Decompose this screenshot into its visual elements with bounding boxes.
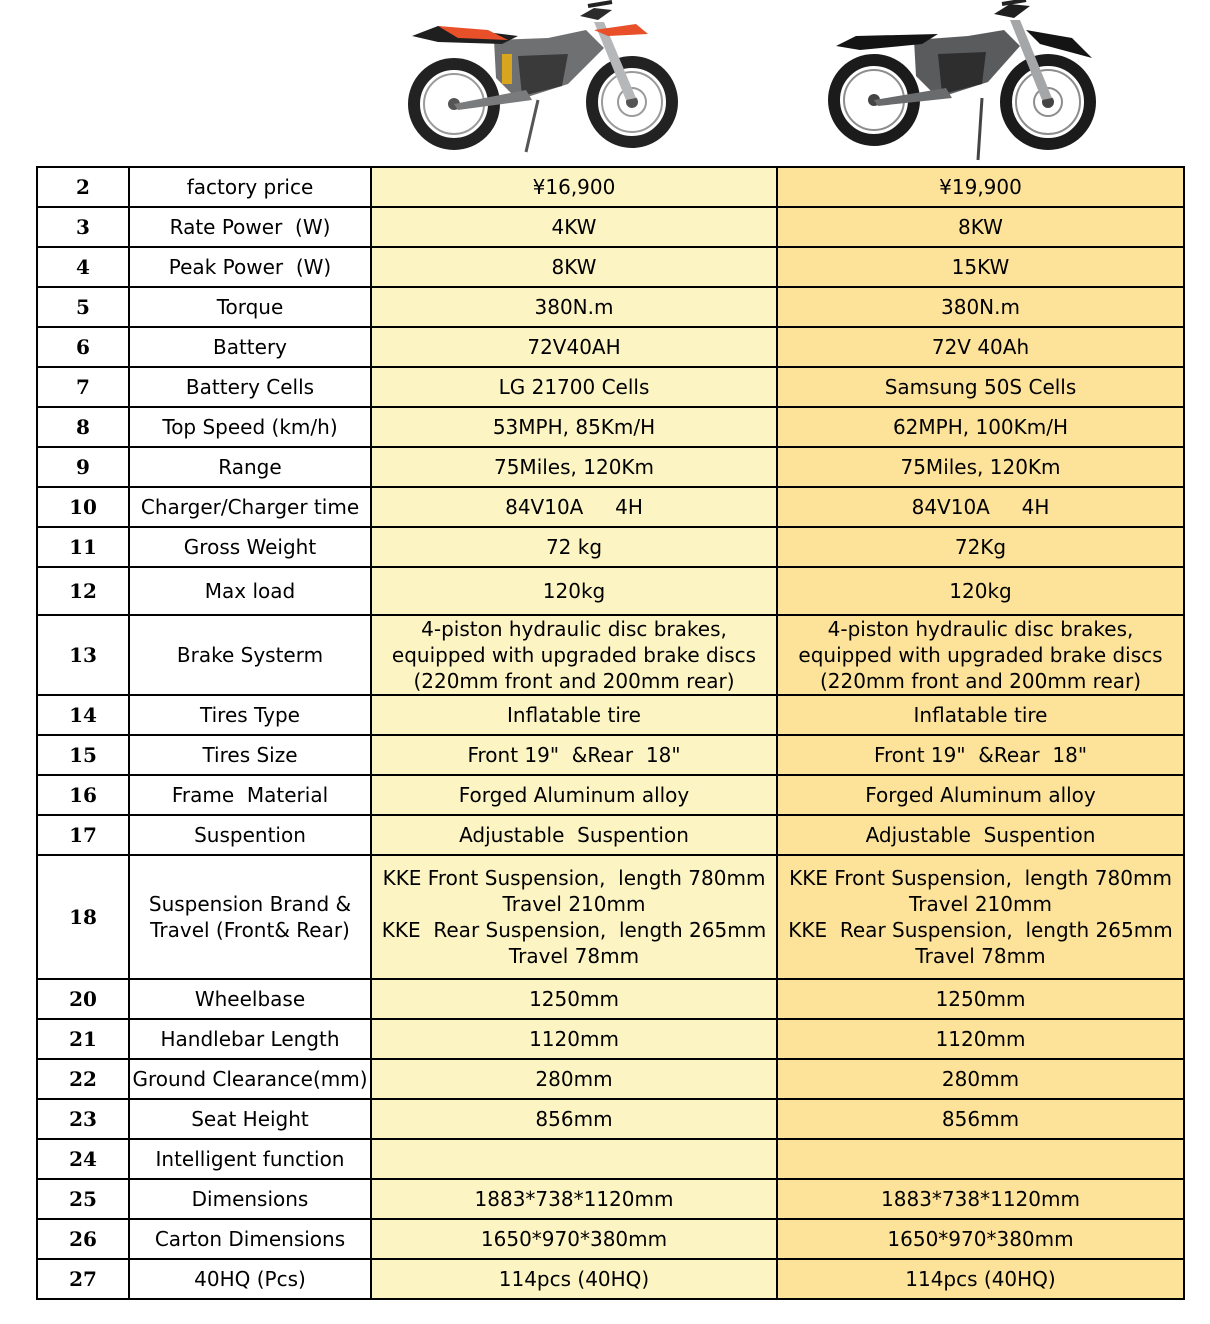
cell-text: 280mm xyxy=(535,1067,613,1091)
cell-text: 1650*970*380mm xyxy=(480,1227,668,1251)
cell-text: Torque xyxy=(216,295,284,319)
row-number xyxy=(37,287,129,327)
spec-row xyxy=(37,207,1184,247)
spec-row xyxy=(37,1179,1184,1219)
cell-text: 1250mm xyxy=(529,987,619,1011)
cell-text: 4KW xyxy=(551,215,597,239)
model-b-value xyxy=(777,1259,1184,1299)
cell-text: Rate Power (W) xyxy=(169,215,331,239)
cell-text: 72V40AH xyxy=(527,335,621,359)
row-number xyxy=(37,327,129,367)
cell-text: 120kg xyxy=(949,579,1012,603)
model-b-value xyxy=(777,287,1184,327)
cell-line: Suspension Brand & xyxy=(148,892,352,916)
cell-line: Travel 78mm xyxy=(508,944,640,968)
cell-text: 13 xyxy=(69,643,97,667)
spec-label xyxy=(129,287,371,327)
spec-label xyxy=(129,567,371,615)
model-a-value xyxy=(371,567,777,615)
spec-row xyxy=(37,695,1184,735)
cell-text: Suspention xyxy=(194,823,306,847)
row-number xyxy=(37,979,129,1019)
spec-label xyxy=(129,815,371,855)
spec-row xyxy=(37,407,1184,447)
spec-label xyxy=(129,1099,371,1139)
cell-text: Adjustable Suspention xyxy=(459,823,689,847)
model-a-value xyxy=(371,735,777,775)
cell-text: ¥19,900 xyxy=(939,175,1022,199)
cell-line: KKE Rear Suspension, length 265mm xyxy=(381,918,767,942)
model-b-value xyxy=(777,855,1184,979)
cell-text: factory price xyxy=(186,175,314,199)
spec-label xyxy=(129,247,371,287)
model-a-value xyxy=(371,1259,777,1299)
cell-text: 22 xyxy=(69,1067,97,1091)
model-a-value xyxy=(371,247,777,287)
cell-text: 14 xyxy=(69,703,97,727)
cell-line: KKE Front Suspension, length 780mm xyxy=(382,866,766,890)
model-a-value xyxy=(371,815,777,855)
spec-row xyxy=(37,1019,1184,1059)
row-number xyxy=(37,1099,129,1139)
spec-row xyxy=(37,775,1184,815)
spec-label xyxy=(129,527,371,567)
cell-text: 27 xyxy=(69,1267,97,1291)
spec-row xyxy=(37,287,1184,327)
cell-text: Max load xyxy=(204,579,296,603)
spec-row xyxy=(37,855,1184,979)
row-number xyxy=(37,527,129,567)
spec-label xyxy=(129,407,371,447)
spec-label xyxy=(129,615,371,695)
model-b-value xyxy=(777,1219,1184,1259)
cell-text: Ground Clearance(mm) xyxy=(132,1067,368,1091)
cell-text: 10 xyxy=(69,495,97,519)
model-b-value xyxy=(777,735,1184,775)
row-number xyxy=(37,1059,129,1099)
row-number xyxy=(37,1139,129,1179)
spec-label xyxy=(129,487,371,527)
spec-row xyxy=(37,1219,1184,1259)
model-b-value xyxy=(777,567,1184,615)
row-number xyxy=(37,207,129,247)
cell-line: Travel 210mm xyxy=(909,892,1052,916)
spec-table xyxy=(36,166,1185,1300)
cell-text: Dimensions xyxy=(191,1187,309,1211)
row-number xyxy=(37,247,129,287)
spec-label xyxy=(129,447,371,487)
cell-text: Forged Aluminum alloy xyxy=(458,783,690,807)
model-b-value xyxy=(777,167,1184,207)
cell-line: equipped with upgraded brake discs xyxy=(391,643,757,667)
cell-text: 1883*738*1120mm xyxy=(474,1187,674,1211)
spec-row xyxy=(37,247,1184,287)
model-b-value xyxy=(777,1019,1184,1059)
cell-text: Battery xyxy=(212,335,288,359)
cell-text: 120kg xyxy=(542,579,606,603)
model-b-value xyxy=(777,1179,1184,1219)
cell-line: KKE Front Suspension, length 780mm xyxy=(789,866,1172,890)
cell-text: Brake Systerm xyxy=(176,643,324,667)
cell-text: 3 xyxy=(76,215,90,239)
spec-row xyxy=(37,527,1184,567)
row-number xyxy=(37,615,129,695)
row-number xyxy=(37,775,129,815)
model-a-value xyxy=(371,979,777,1019)
model-b-value xyxy=(777,979,1184,1019)
cell-text: Samsung 50S Cells xyxy=(884,375,1077,399)
spec-label xyxy=(129,327,371,367)
cell-text: Battery Cells xyxy=(185,375,315,399)
cell-text: 24 xyxy=(69,1147,97,1171)
spec-label xyxy=(129,735,371,775)
cell-text: 8KW xyxy=(551,255,597,279)
model-b-value xyxy=(777,367,1184,407)
cell-line: 4-piston hydraulic disc brakes, xyxy=(827,617,1134,641)
model-a-value xyxy=(371,167,777,207)
cell-text: 15 xyxy=(69,743,97,767)
cell-text: 5 xyxy=(76,295,90,319)
cell-line: Travel 210mm xyxy=(502,892,646,916)
model-b-value xyxy=(777,615,1184,695)
cell-text: 114pcs (40HQ) xyxy=(498,1267,650,1291)
cell-text: 17 xyxy=(69,823,97,847)
model-a-value xyxy=(371,447,777,487)
cell-text: 1120mm xyxy=(529,1027,619,1051)
spec-label xyxy=(129,167,371,207)
cell-line: Travel 78mm xyxy=(915,944,1046,968)
cell-text: 53MPH, 85Km/H xyxy=(492,415,656,439)
spec-label xyxy=(129,979,371,1019)
spec-label xyxy=(129,1139,371,1179)
spec-row xyxy=(37,567,1184,615)
row-number xyxy=(37,1179,129,1219)
cell-text: 72 kg xyxy=(545,535,603,559)
cell-line: (220mm front and 200mm rear) xyxy=(413,669,735,693)
model-a-value xyxy=(371,527,777,567)
cell-text: 8 xyxy=(76,415,90,439)
spec-row xyxy=(37,447,1184,487)
spec-label xyxy=(129,775,371,815)
cell-text: 15KW xyxy=(951,255,1010,279)
spec-row xyxy=(37,979,1184,1019)
row-number xyxy=(37,1259,129,1299)
spec-label xyxy=(129,207,371,247)
row-number xyxy=(37,167,129,207)
cell-text: 7 xyxy=(76,375,90,399)
row-number xyxy=(37,567,129,615)
cell-text: 75Miles, 120Km xyxy=(900,455,1061,479)
bike-b-image xyxy=(826,0,1108,166)
cell-line: equipped with upgraded brake discs xyxy=(798,643,1163,667)
cell-text: ¥16,900 xyxy=(532,175,616,199)
cell-text: 2 xyxy=(76,175,90,199)
model-b-value xyxy=(777,207,1184,247)
cell-text: 20 xyxy=(69,987,97,1011)
cell-text: 26 xyxy=(69,1227,97,1251)
cell-text: Carton Dimensions xyxy=(154,1227,346,1251)
model-b-value xyxy=(777,487,1184,527)
model-a-value xyxy=(371,1219,777,1259)
cell-text: 856mm xyxy=(535,1107,613,1131)
row-number xyxy=(37,487,129,527)
row-number xyxy=(37,367,129,407)
model-b-value xyxy=(777,527,1184,567)
spec-row xyxy=(37,615,1184,695)
cell-text: 12 xyxy=(69,579,97,603)
row-number xyxy=(37,695,129,735)
cell-text: 72Kg xyxy=(954,535,1007,559)
spec-table-body xyxy=(37,167,1184,1299)
cell-text: Handlebar Length xyxy=(160,1027,340,1051)
model-b-value xyxy=(777,327,1184,367)
cell-text: 72V 40Ah xyxy=(931,335,1030,359)
cell-text: 8KW xyxy=(958,215,1003,239)
cell-text: Frame Material xyxy=(171,783,329,807)
cell-text: Adjustable Suspention xyxy=(865,823,1096,847)
model-a-value xyxy=(371,615,777,695)
cell-text: Inflatable tire xyxy=(507,703,641,727)
spec-row xyxy=(37,327,1184,367)
cell-text: LG 21700 Cells xyxy=(498,375,650,399)
row-number xyxy=(37,1019,129,1059)
cell-text: 380N.m xyxy=(534,295,614,319)
cell-text: 84V10A 4H xyxy=(911,495,1050,519)
model-b-value xyxy=(777,1099,1184,1139)
cell-text: Intelligent function xyxy=(155,1147,345,1171)
model-a-value xyxy=(371,695,777,735)
spec-label xyxy=(129,1019,371,1059)
spec-label xyxy=(129,367,371,407)
spec-label xyxy=(129,1219,371,1259)
cell-text: 21 xyxy=(69,1027,97,1051)
spec-row xyxy=(37,487,1184,527)
cell-text: 1883*738*1120mm xyxy=(881,1187,1080,1211)
cell-text: Range xyxy=(218,455,282,479)
row-number xyxy=(37,855,129,979)
model-a-value xyxy=(371,1019,777,1059)
row-number xyxy=(37,407,129,447)
cell-line: 4-piston hydraulic disc brakes, xyxy=(421,617,727,641)
spec-row xyxy=(37,815,1184,855)
spec-label xyxy=(129,1179,371,1219)
spec-label xyxy=(129,1259,371,1299)
cell-text: Wheelbase xyxy=(194,987,306,1011)
cell-text: 1120mm xyxy=(935,1027,1026,1051)
cell-text: Front 19" &Rear 18" xyxy=(873,743,1088,767)
model-b-value xyxy=(777,1139,1184,1179)
model-a-value xyxy=(371,1139,777,1179)
cell-text: 23 xyxy=(69,1107,97,1131)
spec-row xyxy=(37,735,1184,775)
row-number xyxy=(37,447,129,487)
model-a-value xyxy=(371,367,777,407)
cell-text: Inflatable tire xyxy=(913,703,1048,727)
cell-text: Gross Weight xyxy=(183,535,317,559)
model-b-value xyxy=(777,775,1184,815)
cell-text: 1650*970*380mm xyxy=(887,1227,1074,1251)
cell-text: 114pcs (40HQ) xyxy=(905,1267,1056,1291)
model-a-value xyxy=(371,287,777,327)
model-b-value xyxy=(777,247,1184,287)
model-a-value xyxy=(371,1179,777,1219)
spec-row xyxy=(37,367,1184,407)
cell-line: Travel (Front& Rear) xyxy=(150,918,350,942)
bike-a-image xyxy=(398,0,700,166)
cell-text: 856mm xyxy=(941,1107,1020,1131)
header-images xyxy=(0,0,1210,166)
cell-text: 16 xyxy=(69,783,97,807)
model-a-value xyxy=(371,207,777,247)
model-a-value xyxy=(371,487,777,527)
cell-text: 18 xyxy=(69,905,97,929)
model-b-value xyxy=(777,407,1184,447)
model-a-value xyxy=(371,855,777,979)
cell-line: (220mm front and 200mm rear) xyxy=(819,669,1142,693)
cell-text: 40HQ (Pcs) xyxy=(194,1267,306,1291)
row-number xyxy=(37,1219,129,1259)
cell-text: 84V10A 4H xyxy=(505,495,643,519)
model-b-value xyxy=(777,1059,1184,1099)
spec-label xyxy=(129,1059,371,1099)
cell-text: 6 xyxy=(76,335,90,359)
cell-text: 9 xyxy=(76,455,90,479)
cell-text: 280mm xyxy=(941,1067,1020,1091)
model-a-value xyxy=(371,407,777,447)
row-number xyxy=(37,735,129,775)
spec-label xyxy=(129,695,371,735)
row-number xyxy=(37,815,129,855)
model-a-value xyxy=(371,327,777,367)
model-a-value xyxy=(371,1099,777,1139)
cell-text: 75Miles, 120Km xyxy=(493,455,655,479)
cell-text: Front 19" &Rear 18" xyxy=(467,743,681,767)
cell-text: 25 xyxy=(69,1187,97,1211)
spec-row xyxy=(37,1059,1184,1099)
spec-row xyxy=(37,1099,1184,1139)
cell-text: 4 xyxy=(76,255,90,279)
cell-text: 11 xyxy=(69,535,97,559)
spec-label xyxy=(129,855,371,979)
spec-row xyxy=(37,1139,1184,1179)
cell-text: Peak Power (W) xyxy=(168,255,332,279)
cell-text: 1250mm xyxy=(935,987,1026,1011)
model-a-value xyxy=(371,1059,777,1099)
model-a-value xyxy=(371,775,777,815)
cell-text: Tires Size xyxy=(202,743,298,767)
cell-text: Seat Height xyxy=(191,1107,309,1131)
cell-text: Charger/Charger time xyxy=(140,495,360,519)
cell-text: Top Speed (km/h) xyxy=(162,415,338,439)
model-b-value xyxy=(777,447,1184,487)
cell-text: 62MPH, 100Km/H xyxy=(892,415,1069,439)
cell-text: 380N.m xyxy=(941,295,1020,319)
cell-text: Tires Type xyxy=(200,703,300,727)
model-b-value xyxy=(777,695,1184,735)
cell-line: KKE Rear Suspension, length 265mm xyxy=(788,918,1173,942)
spec-row xyxy=(37,1259,1184,1299)
model-b-value xyxy=(777,815,1184,855)
spec-row xyxy=(37,167,1184,207)
cell-text: Forged Aluminum alloy xyxy=(865,783,1096,807)
